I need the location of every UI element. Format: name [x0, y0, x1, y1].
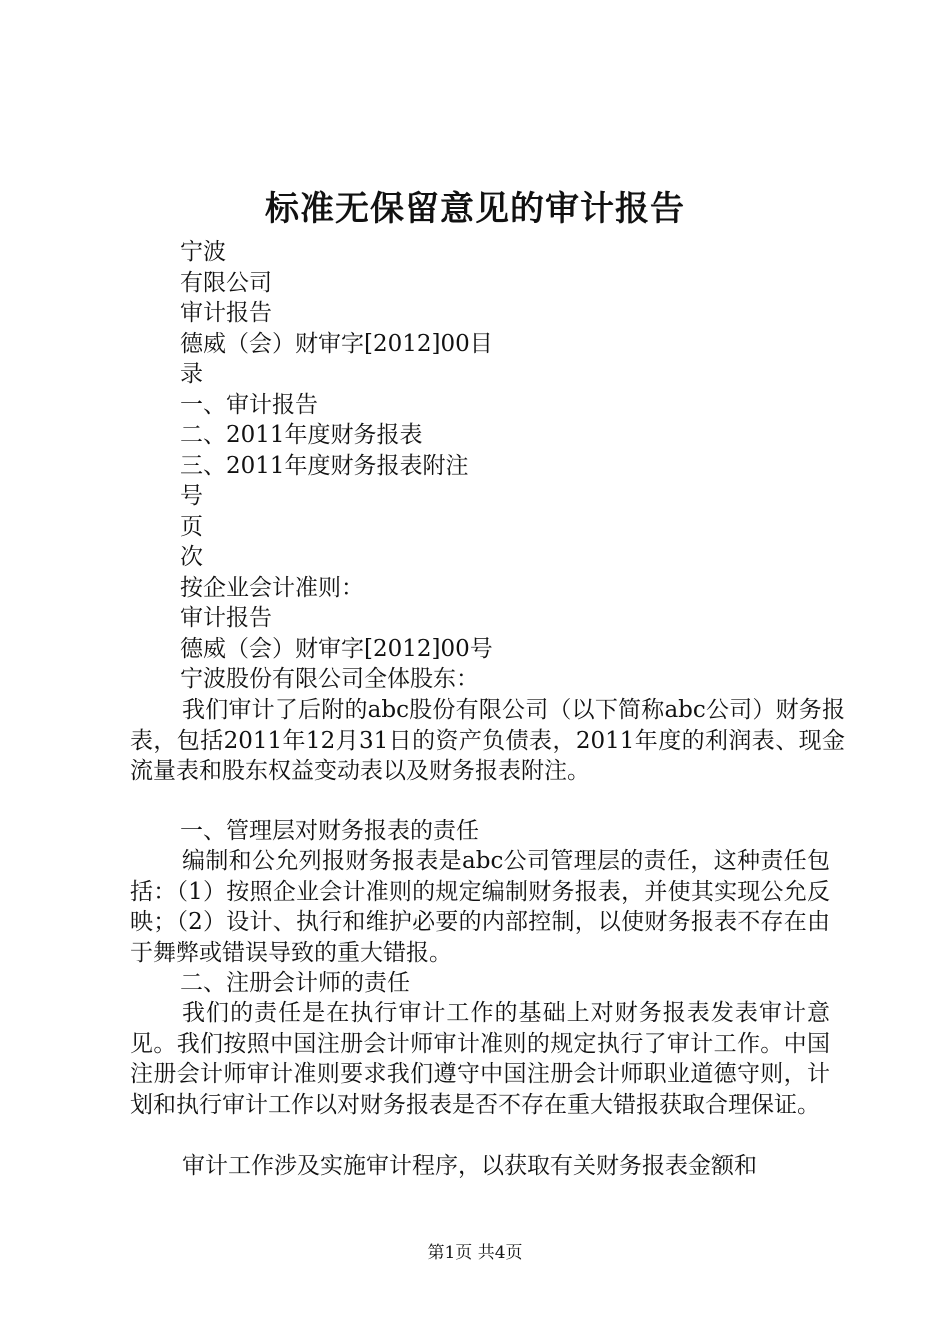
- toc-item: 二、2011年度财务报表: [180, 422, 423, 448]
- header-line: 号: [180, 483, 203, 509]
- section2-paragraph: 我们的责任是在执行审计工作的基础上对财务报表发表审计意见。我们按照中国注册会计师审计准则的规定执行了审计工作。中国注册会计师审计准则要求我们遵守中国注册会计师职业道德守则，计划和执行审计工作以对财务报表是否不存在重大错报获取合理保证。: [130, 1000, 830, 1118]
- header-line: 页: [180, 514, 203, 540]
- header-line: 审计报告: [180, 605, 272, 631]
- report-number: 德威（会）财审字[2012]00号: [180, 636, 493, 662]
- page-footer: 第1页 共4页: [427, 1243, 523, 1263]
- document-title: 标准无保留意见的审计报告: [265, 189, 685, 229]
- intro-paragraph: 我们审计了后附的abc股份有限公司（以下简称abc公司）财务报表，包括2011年12月31日的资产负债表，2011年度的利润表、现金流量表和股东权益变动表以及财务报表附注。: [130, 697, 845, 784]
- header-line: 有限公司: [180, 270, 272, 296]
- header-line: 宁波: [180, 239, 226, 265]
- header-line: 次: [180, 544, 203, 570]
- toc-item: 一、审计报告: [180, 392, 318, 418]
- section-heading: 一、管理层对财务报表的责任: [180, 818, 479, 844]
- section-heading: 二、注册会计师的责任: [180, 970, 410, 996]
- section2-paragraph: 审计工作涉及实施审计程序，以获取有关财务报表金额和: [182, 1153, 757, 1179]
- toc-item: 三、2011年度财务报表附注: [180, 453, 469, 479]
- header-line: 审计报告: [180, 300, 272, 326]
- section1-paragraph: 编制和公允列报财务报表是abc公司管理层的责任，这种责任包括：（1）按照企业会计准则的规定编制财务报表，并使其实现公允反映；（2）设计、执行和维护必要的内部控制，以使财务报表不存在由于舞弊或错误导致的重大错报。: [130, 848, 830, 966]
- header-line: 按企业会计准则：: [180, 575, 364, 601]
- addressee: 宁波股份有限公司全体股东：: [180, 666, 479, 692]
- header-line: 德威（会）财审字[2012]00目: [180, 331, 493, 357]
- header-line: 录: [180, 361, 203, 387]
